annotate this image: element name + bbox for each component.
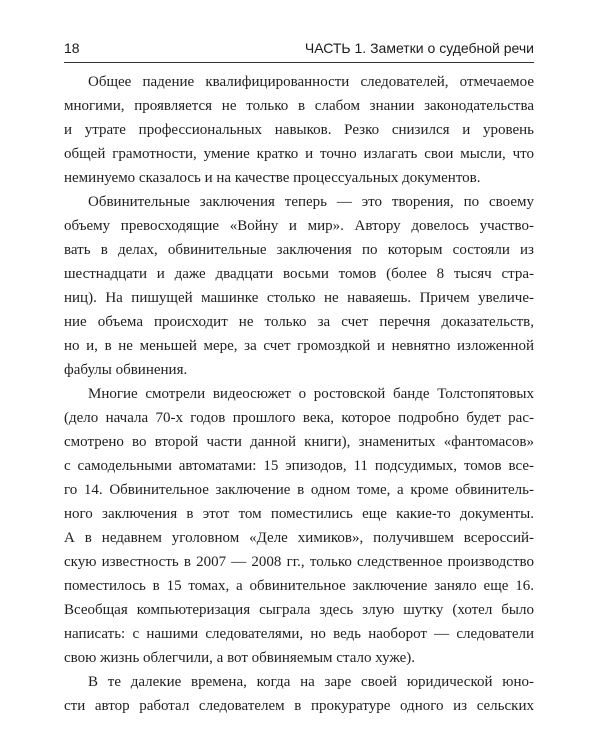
text-line: объему превосходящие «Войну и мир». Автору довелось участво- xyxy=(64,218,534,234)
paragraph xyxy=(64,382,534,670)
text-line: вать в делах, обвинительные заключения по которым состояли из xyxy=(64,242,534,258)
paragraph xyxy=(64,670,534,718)
text-line: Обвинительные заключения теперь — это творения, по своему xyxy=(88,194,534,210)
text-line: А в недавнем уголовном «Деле химиков», получившем всероссий- xyxy=(64,530,534,546)
text-line: многими, проявляется не только в слабом знании законодательства xyxy=(64,98,534,114)
body-text xyxy=(64,70,534,718)
text-line: поместилось в 15 томах, а обвинительное заключение заняло еще 16. xyxy=(64,578,534,594)
header-rule xyxy=(64,62,534,63)
paragraph xyxy=(64,70,534,190)
text-line: скую известность в 2007 — 2008 гг., только следственное производство xyxy=(64,554,534,570)
text-line: и утрате профессиональных навыков. Резко снизился и уровень xyxy=(64,122,534,138)
text-line: Всеобщая компьютеризация сыграла здесь злую шутку (хотел было xyxy=(64,602,534,618)
text-line: свою жизнь облегчили, а вот обвиняемым стало хуже). xyxy=(64,650,416,666)
text-line: неминуемо сказалось и на качестве процессуальных документов. xyxy=(64,170,481,186)
text-line: с самодельными автоматами: 15 эпизодов, 11 подсудимых, томов все- xyxy=(64,458,534,474)
text-line: общей грамотности, умение кратко и точно излагать свои мысли, что xyxy=(64,146,534,162)
text-line: В те далекие времена, когда на заре своей юридической юно- xyxy=(88,674,534,690)
text-line: Общее падение квалифицированности следователей, отмечаемое xyxy=(88,74,534,90)
page-header xyxy=(64,38,534,60)
page-number: 18 xyxy=(64,40,80,56)
text-line: написать: с нашими следователями, но ведь наоборот — следователи xyxy=(64,626,534,642)
text-line: (дело начала 70-х годов прошлого века, которое подробно будет рас- xyxy=(64,410,534,426)
running-head: ЧАСТЬ 1. Заметки о судебной речи xyxy=(304,40,534,56)
text-line: Многие смотрели видеосюжет о ростовской банде Толстопятовых xyxy=(88,386,534,402)
text-line: го 14. Обвинительное заключение в одном томе, а кроме обвинитель- xyxy=(64,482,534,498)
text-line: но и, в не меньшей мере, за счет громоздкой и невнятно изложенной xyxy=(64,338,534,354)
paragraph xyxy=(64,190,534,382)
text-line: ного заключения в этот том поместились еще какие-то документы. xyxy=(64,506,534,522)
text-line: смотрено во второй части данной книги), знаменитых «фантомасов» xyxy=(64,434,534,450)
text-line: фабулы обвинения. xyxy=(64,362,188,378)
text-line: сти автор работал следователем в прокуратуре одного из сельских xyxy=(64,698,534,714)
text-line: ние объема происходит не только за счет перечня доказательств, xyxy=(64,314,534,330)
text-line: шестнадцати и даже двадцати восьми томов (более 8 тысяч стра- xyxy=(64,266,534,282)
text-line: ниц). На пишущей машинке столько не наваяешь. Причем увеличе- xyxy=(64,290,534,306)
